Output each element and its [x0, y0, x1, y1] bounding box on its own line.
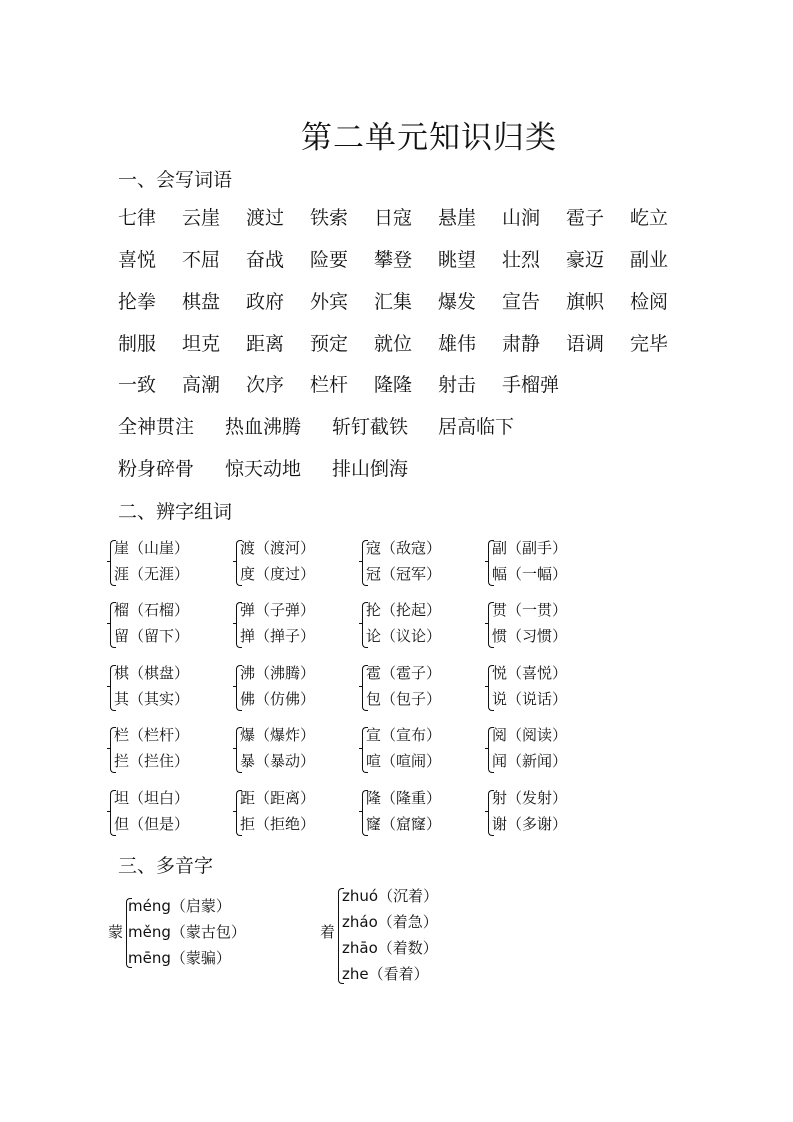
word-item: 七律 — [118, 207, 157, 229]
char-pair — [236, 663, 346, 715]
pair-word: 闻（新闻） — [492, 752, 568, 770]
pair-word: 惯（习惯） — [492, 627, 568, 645]
word-item: 次序 — [246, 374, 285, 396]
pair-word: 距（距离） — [240, 789, 316, 807]
reading-item: zhe（看着） — [342, 965, 429, 983]
word-item: 山涧 — [502, 207, 541, 229]
pair-word: 悦（喜悦） — [492, 664, 568, 682]
char-pair — [362, 600, 472, 652]
char-pair — [236, 538, 346, 590]
word-item: 壮烈 — [502, 249, 541, 271]
word-item: 雄伟 — [438, 333, 477, 355]
polyphonic-char: 蒙 — [108, 923, 124, 941]
pair-word: 沸（沸腾） — [240, 664, 316, 682]
word-item: 云崖 — [182, 207, 221, 229]
pair-word: 度（度过） — [240, 565, 316, 583]
pair-word: 崖（山崖） — [114, 539, 190, 557]
word-item: 政府 — [246, 291, 285, 313]
pair-word: 掸（掸子） — [240, 627, 316, 645]
word-item: 抡拳 — [118, 291, 157, 313]
pair-word: 爆（爆炸） — [240, 726, 316, 744]
char-pair — [236, 725, 346, 777]
pair-word: 贯（一贯） — [492, 601, 568, 619]
char-pair — [236, 600, 346, 652]
reading-item: zhuó（沉着） — [342, 887, 439, 905]
word-item: 喜悦 — [118, 249, 157, 271]
word-item: 渡过 — [246, 207, 285, 229]
char-pair — [110, 788, 220, 840]
word-item: 制服 — [118, 333, 157, 355]
char-pair — [488, 538, 598, 590]
reading-item: mēng（蒙骗） — [128, 949, 231, 967]
idiom-item: 全神贯注 — [118, 416, 195, 438]
char-pair — [488, 600, 598, 652]
char-pair — [488, 788, 598, 840]
idiom-item: 粉身碎骨 — [118, 458, 195, 480]
pair-word: 拒（拒绝） — [240, 815, 316, 833]
pair-word: 抡（抡起） — [366, 601, 442, 619]
pair-word: 射（发射） — [492, 789, 568, 807]
word-item: 距离 — [246, 333, 285, 355]
word-item: 副业 — [630, 249, 669, 271]
word-item: 险要 — [310, 249, 349, 271]
word-item: 高潮 — [182, 374, 221, 396]
pair-word: 副（副手） — [492, 539, 568, 557]
char-pair — [488, 663, 598, 715]
section-heading-words: 一、会写词语 — [118, 169, 233, 191]
char-pair — [110, 663, 220, 715]
word-item: 检阅 — [630, 291, 669, 313]
reading-item: měng（蒙古包） — [128, 923, 246, 941]
char-pair — [110, 538, 220, 590]
pair-word: 拦（拦住） — [114, 752, 190, 770]
word-item: 豪迈 — [566, 249, 605, 271]
word-item: 一致 — [118, 374, 157, 396]
char-pair — [362, 663, 472, 715]
page-title: 第二单元知识归类 — [301, 120, 557, 156]
word-item: 预定 — [310, 333, 349, 355]
word-item: 雹子 — [566, 207, 605, 229]
word-item: 肃静 — [502, 333, 541, 355]
pair-word: 棋（棋盘） — [114, 664, 190, 682]
word-item: 栏杆 — [310, 374, 349, 396]
pair-word: 渡（渡河） — [240, 539, 316, 557]
char-pair — [110, 600, 220, 652]
reading-item: méng（启蒙） — [128, 897, 231, 915]
pair-word: 寇（敌寇） — [366, 539, 442, 557]
pair-word: 窿（窟窿） — [366, 815, 442, 833]
word-item: 外宾 — [310, 291, 349, 313]
word-item: 铁索 — [310, 207, 349, 229]
char-pair — [362, 538, 472, 590]
word-item: 射击 — [438, 374, 477, 396]
word-item: 汇集 — [374, 291, 413, 313]
idiom-item: 排山倒海 — [332, 458, 409, 480]
word-item: 悬崖 — [438, 207, 477, 229]
pair-word: 论（议论） — [366, 627, 442, 645]
reading-item: zhāo（着数） — [342, 939, 438, 957]
pair-word: 喧（喧闹） — [366, 752, 442, 770]
word-item: 日寇 — [374, 207, 413, 229]
pair-word: 佛（仿佛） — [240, 690, 316, 708]
pair-word: 暴（暴动） — [240, 752, 316, 770]
pair-word: 包（包子） — [366, 690, 442, 708]
idiom-item: 斩钉截铁 — [332, 416, 409, 438]
section-heading-polyphonic: 三、多音字 — [118, 855, 214, 877]
word-item: 手榴弹 — [502, 374, 560, 396]
pair-word: 冠（冠军） — [366, 565, 442, 583]
idiom-item: 惊天动地 — [225, 458, 302, 480]
pair-word: 阅（阅读） — [492, 726, 568, 744]
pair-word: 坦（坦白） — [114, 789, 190, 807]
pair-word: 说（说话） — [492, 690, 568, 708]
word-item: 语调 — [566, 333, 605, 355]
word-item: 旗帜 — [566, 291, 605, 313]
pair-word: 榴（石榴） — [114, 601, 190, 619]
pair-word: 隆（隆重） — [366, 789, 442, 807]
char-pair — [236, 788, 346, 840]
word-item: 奋战 — [246, 249, 285, 271]
word-item: 眺望 — [438, 249, 477, 271]
char-pair — [362, 725, 472, 777]
reading-item: zháo（着急） — [342, 913, 438, 931]
polyphonic-char: 着 — [320, 923, 336, 941]
section-heading-distinguish: 二、辨字组词 — [118, 501, 233, 523]
word-item: 完毕 — [630, 333, 669, 355]
word-item: 隆隆 — [374, 374, 413, 396]
pair-word: 其（其实） — [114, 690, 190, 708]
char-pair — [362, 788, 472, 840]
idiom-item: 热血沸腾 — [225, 416, 302, 438]
pair-word: 弹（子弹） — [240, 601, 316, 619]
pair-word: 留（留下） — [114, 627, 190, 645]
word-item: 攀登 — [374, 249, 413, 271]
pair-word: 谢（多谢） — [492, 815, 568, 833]
word-item: 棋盘 — [182, 291, 221, 313]
word-item: 不屈 — [182, 249, 221, 271]
word-item: 屹立 — [630, 207, 669, 229]
word-item: 就位 — [374, 333, 413, 355]
word-item: 宣告 — [502, 291, 541, 313]
pair-word: 栏（栏杆） — [114, 726, 190, 744]
pair-word: 涯（无涯） — [114, 565, 190, 583]
char-pair — [488, 725, 598, 777]
idiom-item: 居高临下 — [438, 416, 515, 438]
pair-word: 宣（宣布） — [366, 726, 442, 744]
pair-word: 幅（一幅） — [492, 565, 568, 583]
pair-word: 但（但是） — [114, 815, 190, 833]
word-item: 爆发 — [438, 291, 477, 313]
word-item: 坦克 — [182, 333, 221, 355]
char-pair — [110, 725, 220, 777]
pair-word: 雹（雹子） — [366, 664, 442, 682]
